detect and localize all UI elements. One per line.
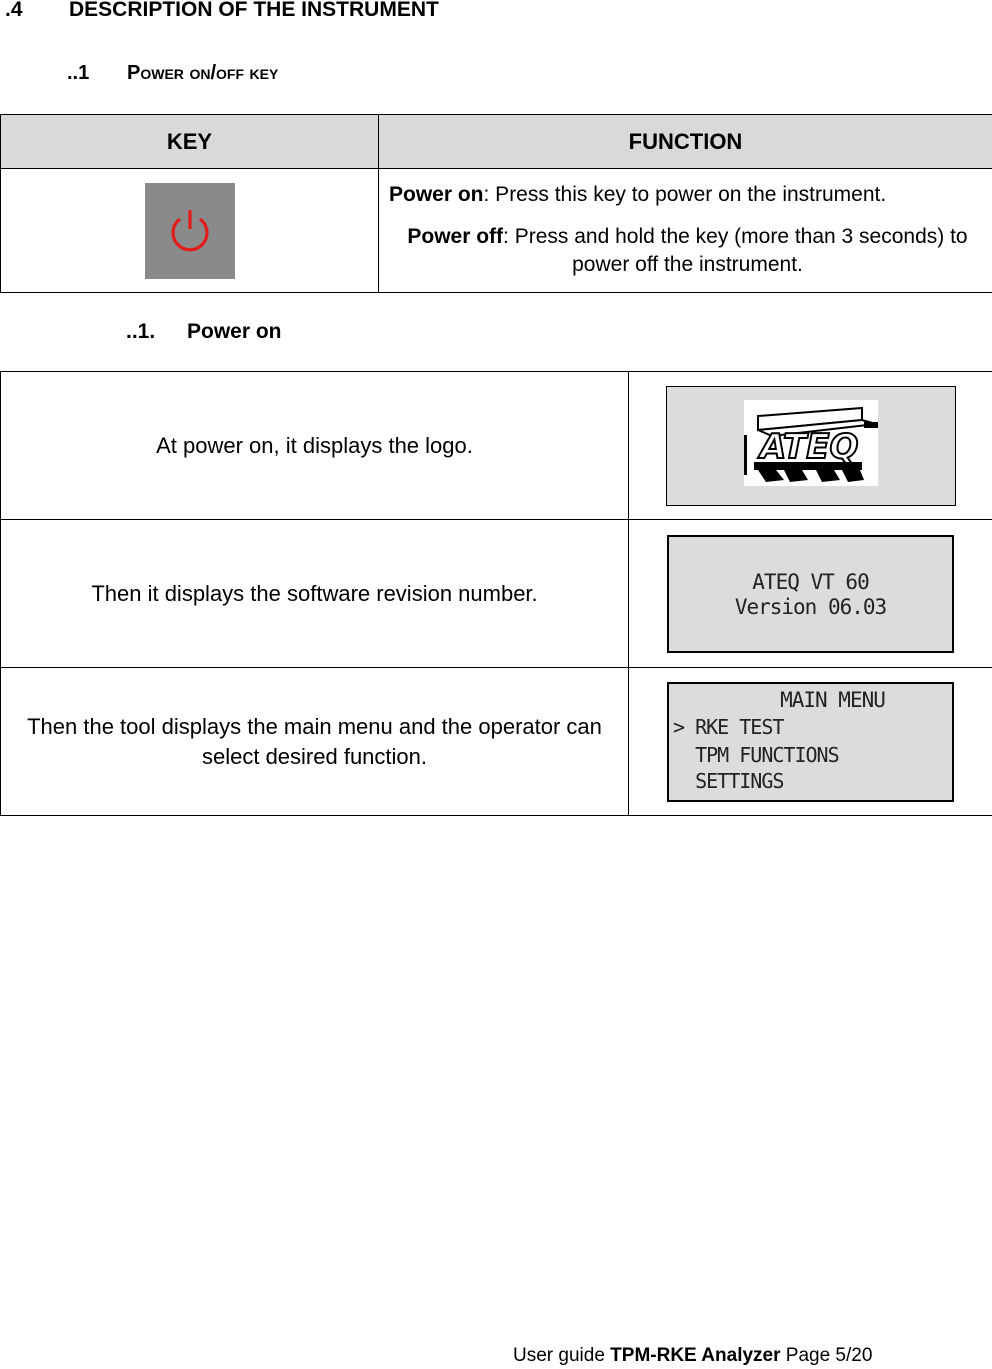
lcd-version-screen [667,535,954,653]
key-column-header: KEY [1,115,379,169]
lcd-menu-item: TPM FUNCTIONS [673,742,839,767]
ateq-logo-graphic [744,400,878,486]
power-on-label: Power on [389,183,484,206]
subsection-heading [67,62,278,85]
power-icon [166,207,214,255]
power-on-text: : Press this key to power on the instrument. [483,183,887,206]
lcd-model-line: ATEQ VT 60 [752,569,869,594]
subsection-title: Power on/off key [127,62,279,84]
step-screen [629,520,992,668]
lcd-version-line: Version 06.03 [734,594,887,619]
step-screen [629,372,992,520]
ateq-logo [744,400,878,486]
logo-lettering: ATEQ [759,426,858,467]
power-on-description [389,183,992,207]
key-function-table [0,114,992,293]
key-cell [1,169,379,293]
power-off-text: : Press and hold the key (more than 3 seconds) to power off the instrument. [503,225,968,276]
power-off-description [389,223,986,279]
footer-prefix: User guide [513,1345,611,1366]
section-title: DESCRIPTION OF THE INSTRUMENT [69,0,439,21]
lcd-menu-title: MAIN MENU [780,687,885,712]
section-number: .4 [5,0,23,21]
step-screen [629,668,992,816]
step-description: Then the tool displays the main menu and the operator can select desired function. [1,668,629,816]
subsection-number: ..1 [67,62,90,84]
subsubsection-heading [126,320,282,344]
page-footer [513,1345,872,1367]
lcd-logo-screen [666,386,956,506]
section-heading [5,0,439,22]
function-column-header: FUNCTION [379,115,992,169]
step-description: Then it displays the software revision number. [1,520,629,668]
step-description: At power on, it displays the logo. [1,372,629,520]
lcd-main-menu-screen [667,682,954,802]
power-off-label: Power off [407,225,504,248]
power-on-sequence-table [0,371,992,816]
footer-product: TPM-RKE Analyzer [610,1345,781,1366]
lcd-menu-item: SETTINGS [673,768,784,793]
subsubsection-number: ..1. [126,320,156,343]
function-cell [379,169,992,293]
power-key-image [145,183,235,279]
footer-page: Page 5/20 [780,1345,873,1366]
lcd-menu-item: > RKE TEST [673,714,784,739]
subsubsection-title: Power on [187,320,282,343]
